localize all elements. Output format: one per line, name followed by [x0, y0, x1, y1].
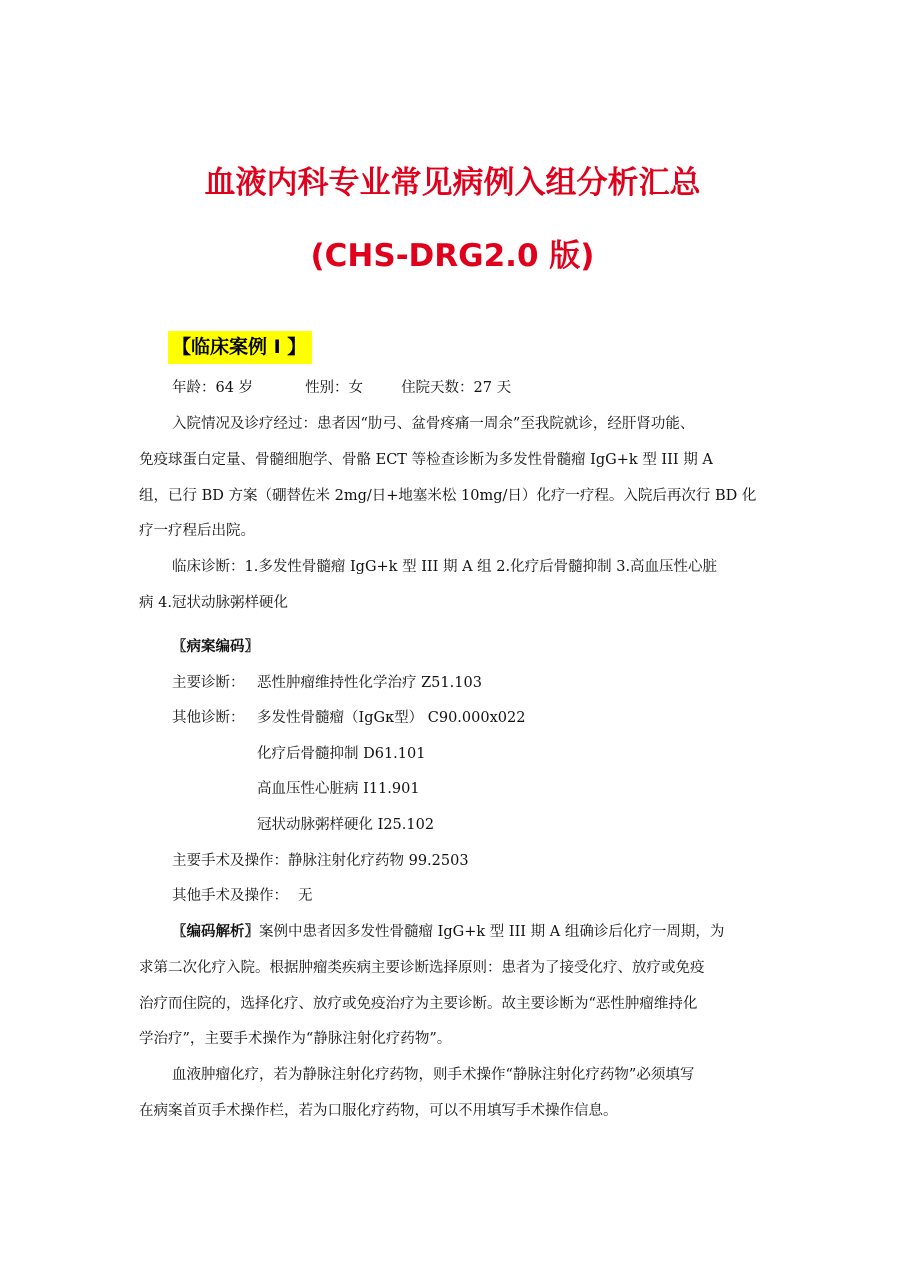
diagnosis-line: 病 4.冠状动脉粥样硬化	[139, 595, 288, 611]
main-diagnosis	[172, 672, 245, 694]
analysis-line	[172, 921, 724, 943]
analysis-line: 血液肿瘤化疗，若为静脉注射化疗药物，则手术操作“静脉注射化疗药物”必须填写	[172, 1067, 695, 1083]
history-line: 疗一疗程后出院。	[139, 523, 255, 539]
other-diagnosis-item: 冠状动脉粥样硬化 I25.102	[257, 817, 435, 833]
patient-info	[172, 377, 511, 399]
diagnosis-line: 临床诊断：1.多发性骨髓瘤 IgG+k 型 III 期 A 组 2.化疗后骨髓抑制 3.高血压性心脏	[172, 559, 718, 575]
analysis-line: 求第二次化疗入院。根据肿瘤类疾病主要诊断选择原则：患者为了接受化疗、放疗或免疫	[139, 960, 705, 976]
analysis-text: 案例中患者因多发性骨髓瘤 IgG+k 型 III 期 A 组确诊后化疗一周期，为	[259, 924, 725, 940]
patient-gender: 性别：女	[305, 380, 364, 396]
case-heading: 【临床案例 I 】	[168, 331, 312, 364]
main-procedure: 主要手术及操作：静脉注射化疗药物 99.2503	[172, 853, 469, 869]
patient-age: 年龄：64 岁	[172, 380, 254, 396]
other-diagnosis-item: 高血压性心脏病 I11.901	[257, 781, 420, 797]
main-diagnosis-value: 恶性肿瘤维持性化学治疗 Z51.103	[257, 675, 482, 691]
analysis-line: 治疗而住院的，选择化疗、放疗或免疫治疗为主要诊断。故主要诊断为“恶性肿瘤维持化	[139, 996, 698, 1012]
other-procedure	[172, 885, 313, 907]
other-diagnosis-label: 其他诊断：	[172, 710, 245, 726]
history-line: 免疫球蛋白定量、骨髓细胞学、骨骼 ECT 等检查诊断为多发性骨髓瘤 IgG+k 型 III 期 A	[139, 452, 713, 468]
other-procedure-label: 其他手术及操作：	[172, 888, 288, 904]
other-diagnosis-item: 多发性骨髓瘤（IgGκ型） C90.000x022	[257, 710, 526, 726]
history-line: 入院情况及诊疗经过：患者因“肋弓、盆骨疼痛一周余”至我院就诊，经肝肾功能、	[172, 416, 695, 432]
document-subtitle: (CHS-DRG2.0 版)	[310, 238, 595, 274]
coding-heading: 〖病案编码〗	[172, 639, 259, 655]
history-line: 组，已行 BD 方案（硼替佐米 2mg/日+地塞米松 10mg/日）化疗一疗程。入院后再次行 BD 化	[139, 488, 757, 504]
other-procedure-value: 无	[298, 888, 313, 904]
analysis-line: 在病案首页手术操作栏，若为口服化疗药物，可以不用填写手术操作信息。	[139, 1103, 618, 1119]
document-title: 血液内科专业常见病例入组分析汇总	[204, 165, 701, 201]
main-diagnosis-label: 主要诊断：	[172, 675, 245, 691]
analysis-heading: 〖编码解析〗	[172, 924, 259, 940]
patient-stay: 住院天数：27 天	[401, 380, 512, 396]
analysis-line: 学治疗”，主要手术操作为“静脉注射化疗药物”。	[139, 1031, 452, 1047]
other-diagnosis-item: 化疗后骨髓抑制 D61.101	[257, 746, 426, 762]
